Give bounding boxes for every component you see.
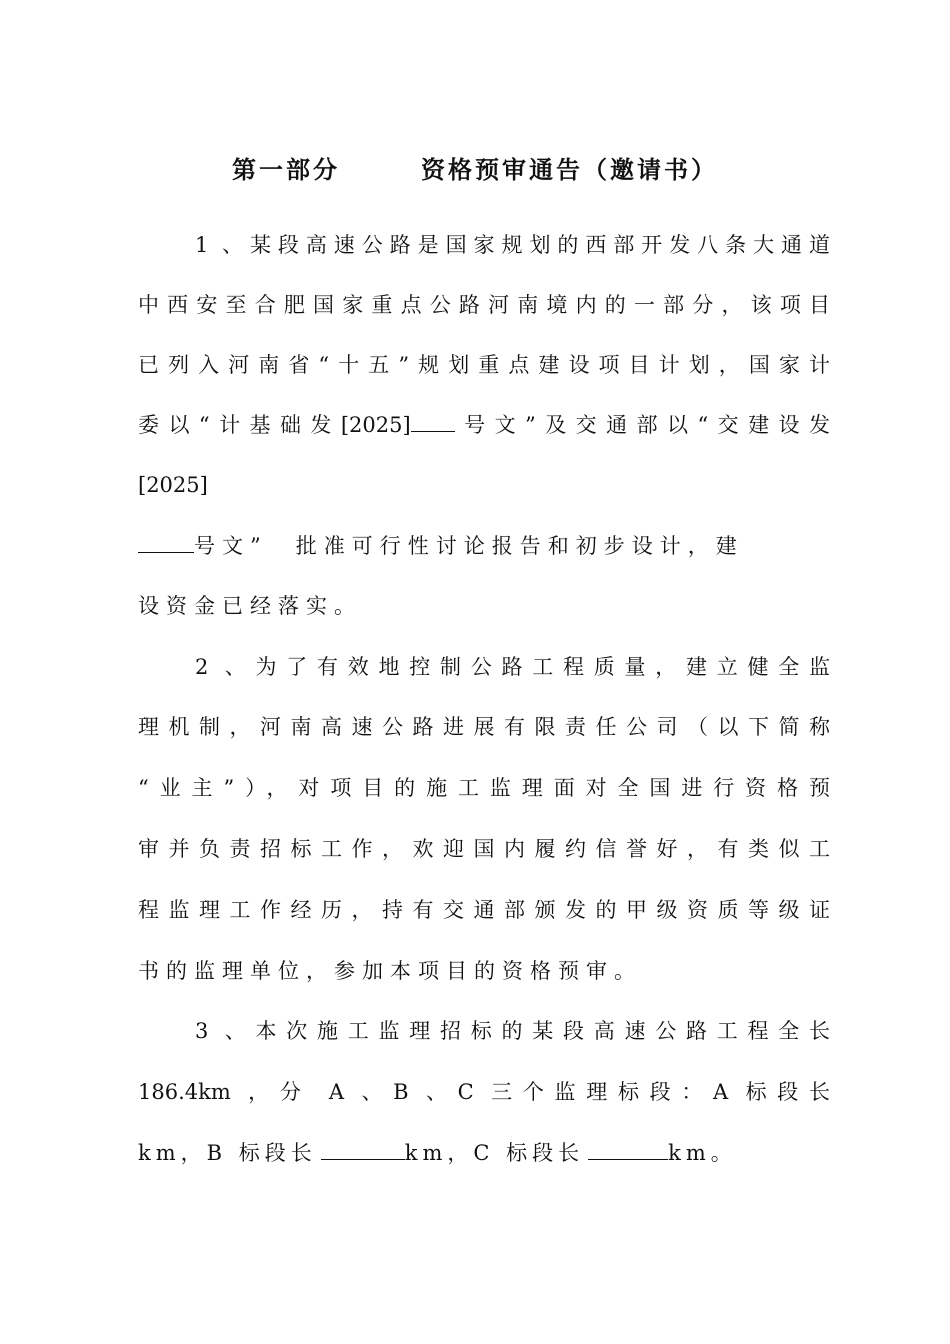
paragraph-1-line-4-text-b: 号文”及交通部以“交建设发 (454, 413, 830, 437)
page-title: 第一部分 资格预审通告（邀请书） (232, 156, 718, 184)
paragraph-2-line-6: 书的监理单位，参加本项目的资格预审。 (138, 959, 642, 983)
paragraph-1-line-7: 设资金已经落实。 (138, 594, 362, 618)
paragraph-3-line-3 (138, 1139, 830, 1167)
paragraph-3-line-3-text-b: km，C 标段长 (404, 1141, 585, 1165)
paragraph-1-line-2: 中西安至合肥国家重点公路河南境内的一部分，该项目 (138, 293, 830, 317)
fill-in-blank (411, 411, 455, 432)
paragraph-3-line-3-text-c: km。 (668, 1141, 737, 1165)
paragraph-3-line-2: 186.4km ，分 A 、B 、C 三个监理标段：A 标段长 (138, 1080, 830, 1104)
paragraph-1-line-5: [2025] (138, 473, 208, 497)
paragraph-2-line-1: 2 、为了有效地控制公路工程质量，建立健全监 (195, 655, 830, 679)
paragraph-1-line-1: 1 、某段高速公路是国家规划的西部开发八条大通道 (195, 233, 830, 257)
paragraph-1-line-6 (138, 532, 830, 560)
paragraph-2-line-4: 审并负责招标工作，欢迎国内履约信誉好，有类似工 (138, 837, 830, 861)
paragraph-1-line-3: 已列入河南省“十五”规划重点建设项目计划，国家计 (138, 353, 830, 377)
paragraph-1-line-6-text: 号文” 批准可行性讨论报告和初步设计，建 (194, 534, 744, 558)
paragraph-1-line-4-text-a: 委以“计基础发[2025] (138, 413, 411, 437)
paragraph-3-line-3-text-a: km，B 标段长 (138, 1141, 317, 1165)
fill-in-blank (321, 1139, 405, 1160)
fill-in-blank (138, 532, 194, 553)
paragraph-2-line-3: “业主”），对项目的施工监理面对全国进行资格预 (138, 776, 830, 800)
paragraph-2-line-5: 程监理工作经历，持有交通部颁发的甲级资质等级证 (138, 898, 830, 922)
fill-in-blank (588, 1139, 668, 1160)
paragraph-2-line-2: 理机制，河南高速公路进展有限责任公司（以下简称 (138, 715, 830, 739)
paragraph-3-line-1: 3 、本次施工监理招标的某段高速公路工程全长 (195, 1019, 830, 1043)
paragraph-1-line-4 (138, 411, 830, 439)
